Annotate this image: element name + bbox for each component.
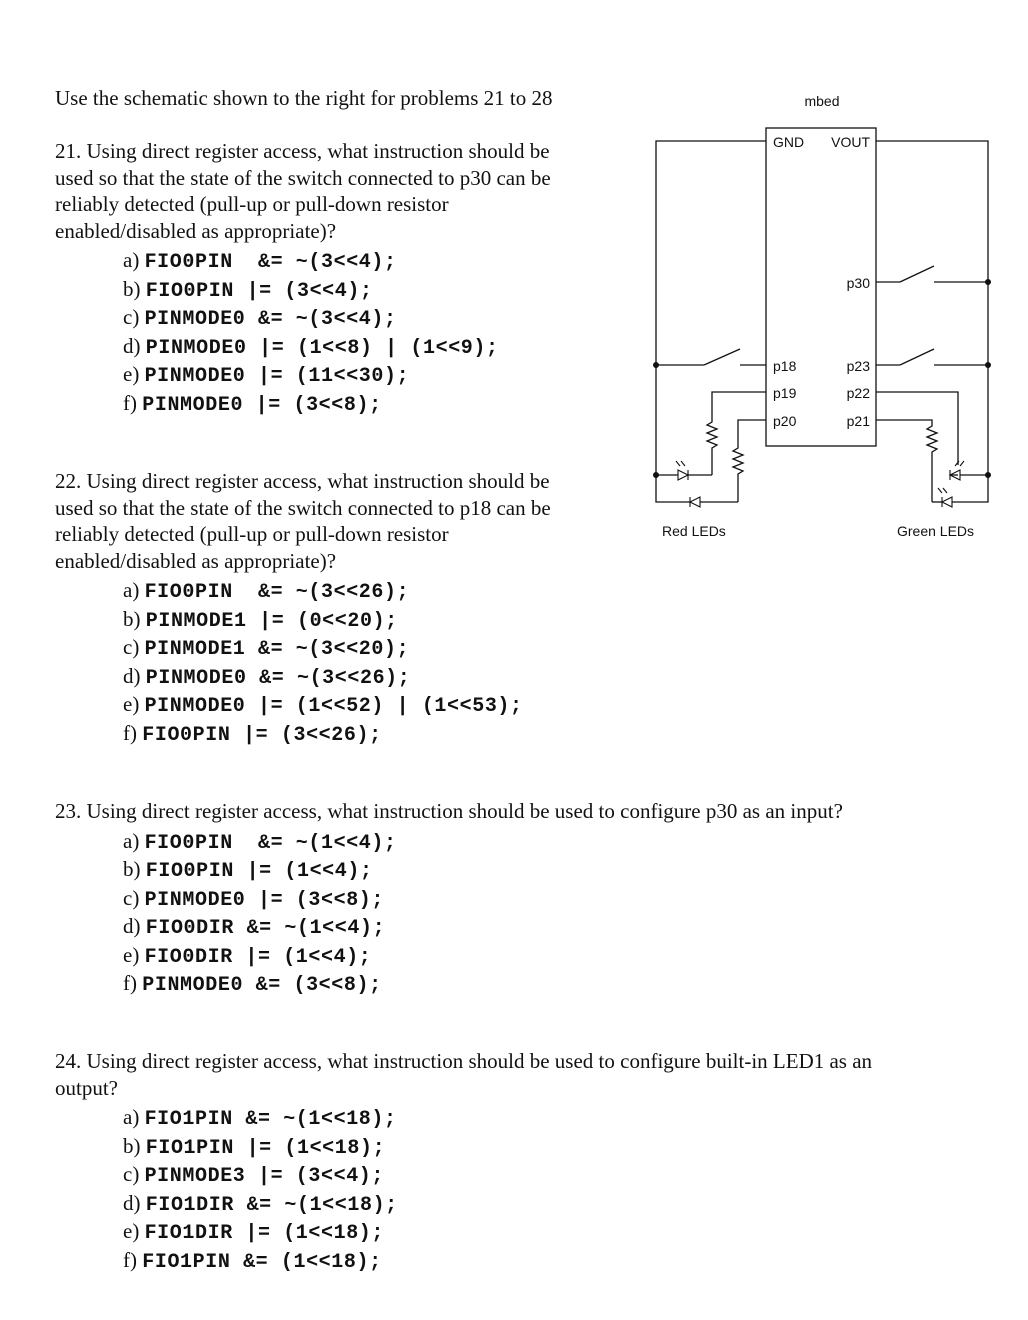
resistor-right [927, 422, 937, 502]
option-label: f) [123, 971, 137, 995]
pin-p23: p23 [846, 358, 870, 374]
question-22-text [55, 468, 551, 574]
pin-gnd: GND [773, 134, 805, 150]
option-b [123, 275, 551, 304]
option-code: PINMODE0 |= (1<<8) | (1<<9); [145, 336, 499, 360]
question-line: reliably detected (pull-up or pull-down resistor [55, 192, 449, 216]
option-label: d) [123, 663, 141, 688]
option-b [123, 1132, 872, 1161]
green-led-1-icon [950, 461, 964, 480]
pin-vout: VOUT [831, 134, 870, 150]
option-code: FIO1PIN |= (1<<18); [145, 1136, 386, 1160]
schematic-wires [656, 128, 988, 502]
junction-dots [653, 279, 991, 478]
option-label: b) [123, 606, 141, 631]
option-code: PINMODE3 |= (3<<4); [144, 1165, 385, 1188]
option-code: PINMODE0 |= (3<<8); [144, 888, 385, 912]
option-c [123, 1160, 872, 1189]
option-f [123, 1246, 872, 1275]
question-line: reliably detected (pull-up or pull-down resistor [55, 522, 449, 546]
red-led-2-icon [690, 497, 700, 507]
option-label: c) [123, 1162, 140, 1186]
red-leds-label: Red LEDs [662, 523, 726, 539]
option-code: FIO1DIR |= (1<<18); [144, 1222, 385, 1245]
p30-switch [900, 266, 934, 282]
option-label: a) [123, 1105, 140, 1129]
option-code: PINMODE0 &= ~(3<<4); [144, 308, 397, 331]
option-a [123, 827, 843, 856]
option-label: d) [123, 914, 141, 938]
resistor-left-2 [733, 444, 743, 502]
gnd-wire [656, 141, 766, 475]
option-label: e) [123, 942, 140, 967]
mbed-title: mbed [804, 93, 840, 109]
option-label: a) [123, 248, 140, 272]
option-code: PINMODE0 &= (3<<8); [142, 974, 382, 997]
pin-p30: p30 [846, 275, 870, 291]
option-code: PINMODE0 |= (11<<30); [144, 365, 410, 388]
option-label: d) [123, 1190, 141, 1215]
option-label: b) [123, 1133, 141, 1158]
question-21-text [55, 138, 551, 244]
option-label: f) [123, 720, 137, 745]
option-code: FIO0PIN &= ~(3<<4); [144, 251, 397, 274]
pin-p18: p18 [773, 358, 797, 374]
option-c [123, 633, 551, 662]
mbed-schematic [640, 80, 1010, 550]
intro-text: Use the schematic shown to the right for problems 21 to 28 [55, 86, 553, 110]
red-led-1-icon [676, 461, 688, 480]
option-code: FIO0DIR |= (1<<4); [144, 945, 372, 969]
option-label: a) [123, 578, 140, 602]
question-number: 23. [55, 799, 82, 823]
option-label: e) [123, 362, 140, 386]
question-24-text [55, 1048, 872, 1101]
pin-p22: p22 [846, 385, 870, 401]
option-c [123, 884, 843, 913]
question-line: Using direct register access, what instruction should be used to configure p30 as an input? [86, 799, 843, 823]
option-e [123, 1217, 872, 1246]
question-line: enabled/disabled as appropriate)? [55, 218, 337, 243]
option-label: f) [123, 1247, 137, 1272]
pin-p19: p19 [773, 385, 797, 401]
option-label: c) [123, 635, 140, 659]
question-number: 21. [55, 139, 82, 163]
question-24 [55, 1048, 872, 1274]
question-line: Using direct register access, what instruction should be [86, 139, 550, 163]
option-e [123, 360, 551, 389]
option-label: b) [123, 857, 141, 881]
option-label: c) [123, 885, 140, 910]
option-b [123, 855, 843, 884]
option-label: d) [123, 333, 141, 358]
option-code: PINMODE1 |= (0<<20); [145, 609, 398, 633]
option-code: FIO0PIN |= (3<<26); [142, 723, 382, 747]
option-e [123, 690, 551, 719]
option-label: c) [123, 305, 140, 329]
option-code: FIO0PIN |= (1<<4); [145, 860, 373, 883]
question-number: 24. [55, 1049, 82, 1073]
question-line: output? [55, 1075, 118, 1100]
pin-p21: p21 [846, 413, 870, 429]
options-list [123, 246, 551, 417]
option-b [123, 605, 551, 634]
option-a [123, 576, 551, 605]
question-23-text [55, 798, 843, 825]
option-f [123, 719, 551, 748]
resistor-left-1 [707, 418, 717, 475]
option-code: PINMODE1 &= ~(3<<20); [144, 638, 410, 661]
option-code: FIO1PIN &= ~(1<<18); [144, 1108, 397, 1131]
options-list [123, 576, 551, 747]
option-label: e) [123, 692, 140, 716]
options-list [123, 1103, 872, 1274]
option-code: FIO0PIN &= ~(1<<4); [144, 831, 397, 855]
option-e [123, 941, 843, 970]
question-23 [55, 798, 843, 998]
question-number: 22. [55, 469, 82, 493]
question-line: enabled/disabled as appropriate)? [55, 548, 337, 573]
green-leds-label: Green LEDs [897, 523, 975, 539]
question-21 [55, 138, 551, 417]
option-code: PINMODE0 |= (1<<52) | (1<<53); [144, 695, 523, 718]
question-line: Using direct register access, what instruction should be used to configure built-in LED1 as an [86, 1049, 873, 1073]
option-label: e) [123, 1219, 140, 1243]
option-c [123, 303, 551, 332]
green-led-2-icon [938, 488, 952, 507]
option-a [123, 246, 551, 275]
question-line: Using direct register access, what instruction should be [86, 469, 550, 493]
option-code: FIO0DIR &= ~(1<<4); [145, 917, 386, 940]
options-list [123, 827, 843, 998]
option-label: f) [123, 390, 137, 415]
option-d [123, 1189, 872, 1218]
pin-p20: p20 [773, 413, 797, 429]
option-f [123, 969, 843, 998]
question-line: used so that the state of the switch connected to p18 can be [55, 495, 551, 520]
option-d [123, 662, 551, 691]
option-label: a) [123, 828, 140, 853]
option-f [123, 389, 551, 418]
option-code: FIO0PIN &= ~(3<<26); [144, 581, 410, 604]
option-label: b) [123, 276, 141, 301]
option-code: FIO1PIN &= (1<<18); [142, 1250, 382, 1274]
question-22 [55, 468, 551, 747]
option-d [123, 912, 843, 941]
option-code: PINMODE0 &= ~(3<<26); [145, 666, 411, 690]
option-code: FIO0PIN |= (3<<4); [145, 279, 373, 303]
option-code: PINMODE0 |= (3<<8); [142, 393, 382, 417]
question-line: used so that the state of the switch connected to p30 can be [55, 165, 551, 190]
option-d [123, 332, 551, 361]
p18-switch [704, 349, 740, 365]
p23-switch [900, 349, 934, 365]
option-a [123, 1103, 872, 1132]
option-code: FIO1DIR &= ~(1<<18); [145, 1193, 398, 1217]
